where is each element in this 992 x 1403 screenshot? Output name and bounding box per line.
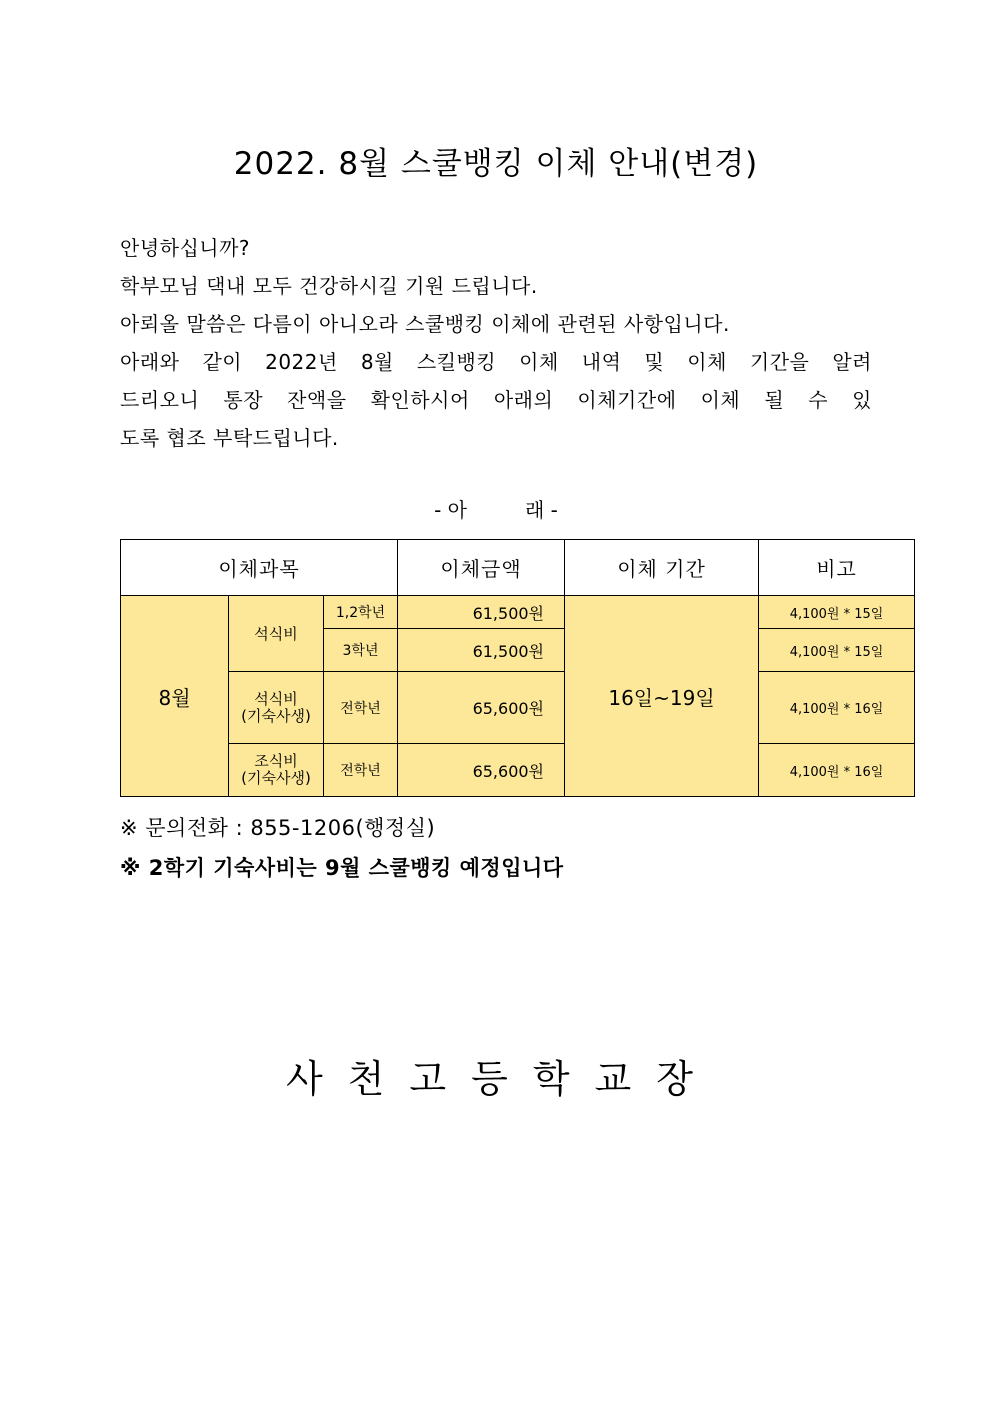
table-row (121, 744, 915, 797)
amount-cell: 61,500원 (398, 596, 565, 629)
note-cell: 4,100원 * 16일 (759, 672, 915, 744)
amount-cell: 65,600원 (398, 744, 565, 797)
grade-cell: 1,2학년 (324, 596, 398, 629)
intro-line: 드리오니 통장 잔액을 확인하시어 아래의 이체기간에 이체 될 수 있 (120, 388, 872, 412)
intro-line: 안녕하십니까? (120, 236, 251, 260)
table-row (121, 596, 915, 629)
grade-cell: 3학년 (324, 629, 398, 672)
table-header-row (121, 540, 915, 596)
month-cell: 8월 (121, 596, 229, 797)
intro-line: 도록 협조 부탁드립니다. (120, 426, 339, 450)
intro-line: 학부모님 댁내 모두 건강하시길 기원 드립니다. (120, 274, 538, 298)
header-subject: 이체과목 (121, 540, 398, 596)
dormitory-footnote: ※ 2학기 기숙사비는 9월 스쿨뱅킹 예정입니다 (120, 856, 564, 880)
intro-line: 아래와 같이 2022년 8월 스킬뱅킹 이체 내역 및 이체 기간을 알려 (120, 350, 872, 374)
amount-cell: 65,600원 (398, 672, 565, 744)
transfer-schedule-table (120, 539, 915, 797)
header-period: 이체 기간 (565, 540, 759, 596)
item-sub: (기숙사생) (241, 769, 311, 787)
amount-cell: 61,500원 (398, 629, 565, 672)
intro-line: 아뢰올 말씀은 다름이 아니오라 스쿨뱅킹 이체에 관련된 사항입니다. (120, 312, 730, 336)
item-name: 석식비 (254, 689, 298, 708)
header-amount: 이체금액 (398, 540, 565, 596)
school-signature: 사천고등학교장 (286, 1057, 718, 1101)
contact-footnote: ※ 문의전화 : 855-1206(행정실) (120, 816, 436, 840)
notice-header-left: - 아 (434, 498, 467, 522)
table-row (121, 672, 915, 744)
intro-paragraph (120, 229, 880, 457)
note-cell: 4,100원 * 15일 (759, 596, 915, 629)
item-cell: 석식비 (229, 596, 324, 672)
item-name: 조식비 (254, 752, 298, 770)
grade-cell: 전학년 (324, 672, 398, 744)
period-cell: 16일~19일 (565, 596, 759, 797)
notice-header-right: 래 - (525, 498, 558, 522)
item-cell (229, 672, 324, 744)
note-cell: 4,100원 * 16일 (759, 744, 915, 797)
grade-cell: 전학년 (324, 744, 398, 797)
document-title: 2022. 8월 스쿨뱅킹 이체 안내(변경) (233, 146, 759, 182)
item-cell (229, 744, 324, 797)
header-note: 비고 (759, 540, 915, 596)
note-cell: 4,100원 * 15일 (759, 629, 915, 672)
notice-header (0, 494, 992, 523)
item-sub: (기숙사생) (241, 706, 311, 725)
